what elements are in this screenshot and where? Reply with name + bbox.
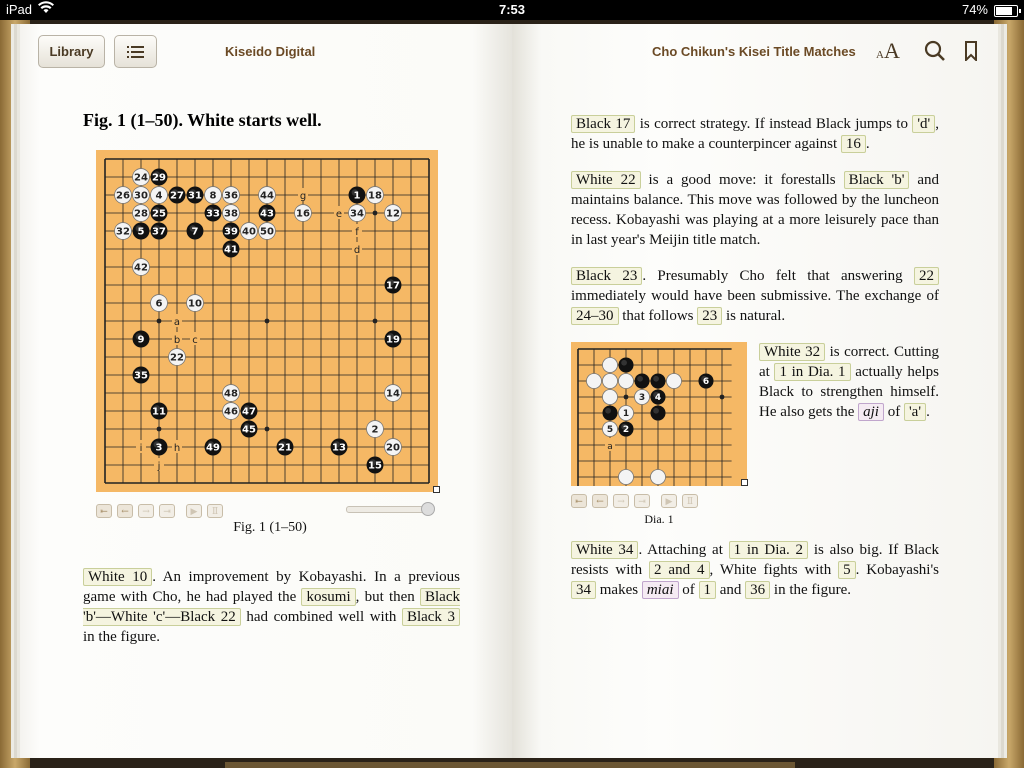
move-number: 50: [260, 226, 274, 238]
dia-last-move-button[interactable]: ⇥: [634, 494, 650, 508]
text-run: is correct strategy. If instead Black jumps to: [635, 116, 913, 132]
white-stone: [367, 187, 384, 204]
library-button[interactable]: Library: [38, 35, 105, 68]
go-board-figure-1[interactable]: [96, 150, 438, 492]
move-number: 14: [386, 388, 400, 400]
move-link[interactable]: Black 'b'—White 'c'—Black 22: [83, 589, 460, 625]
black-stone: [133, 223, 150, 240]
black-stone: [133, 367, 150, 384]
text-run: immediately would have been submissive. The exchange of: [571, 288, 939, 304]
left-page: [20, 24, 512, 758]
white-stone: [187, 295, 204, 312]
paragraph: [759, 342, 939, 422]
dia-play-button[interactable]: ▶: [661, 494, 677, 508]
black-stone: [650, 389, 665, 404]
previous-move-button[interactable]: ←: [117, 504, 133, 518]
white-stone: [223, 205, 240, 222]
move-link[interactable]: 34: [571, 581, 596, 599]
move-number: 49: [206, 442, 220, 454]
move-number: 41: [224, 244, 238, 256]
move-number: 18: [368, 190, 382, 202]
move-number: 17: [386, 280, 400, 292]
black-stone: [223, 223, 240, 240]
black-stone: [618, 357, 633, 372]
move-number: 28: [134, 208, 148, 220]
white-stone: [602, 357, 617, 372]
bottom-commentary: [571, 540, 939, 616]
white-stone: [223, 187, 240, 204]
move-number: 37: [152, 226, 166, 238]
move-link[interactable]: 23: [697, 307, 722, 325]
board-label: g: [299, 191, 307, 202]
move-number: 35: [134, 370, 148, 382]
move-number: 6: [702, 377, 710, 388]
white-stone: [586, 373, 601, 388]
star-point: [157, 319, 162, 324]
white-stone: [634, 389, 649, 404]
paragraph: [571, 114, 939, 154]
black-stone: [259, 205, 276, 222]
star-point: [157, 427, 162, 432]
pause-button[interactable]: Ⅱ: [207, 504, 223, 518]
move-number: 15: [368, 460, 382, 472]
white-stone: [385, 205, 402, 222]
search-icon: [924, 40, 946, 62]
black-stone: [151, 205, 168, 222]
white-stone: [602, 389, 617, 404]
white-stone: [618, 373, 633, 388]
move-number: 34: [350, 208, 364, 220]
move-number: 22: [170, 352, 184, 364]
text-run: .: [926, 404, 930, 420]
text-run: is natural.: [722, 308, 786, 324]
white-stone: [618, 405, 633, 420]
white-stone: [133, 169, 150, 186]
text-run: in the figure.: [83, 629, 161, 645]
book-bottom-edge: [225, 762, 795, 768]
move-number: 47: [242, 406, 256, 418]
go-board-dia-1[interactable]: [571, 342, 747, 486]
book-spread: [10, 24, 1014, 762]
move-link[interactable]: 16: [841, 135, 866, 153]
battery-icon: [994, 5, 1018, 17]
paragraph: [571, 540, 939, 600]
playback-controls: [96, 499, 228, 515]
black-stone: [205, 439, 222, 456]
text-run: that follows: [618, 308, 698, 324]
text-run: and maintains balance. This move was followed by the luncheon recess. Kobayashi was playing at a more leisurely pace than in last year's Meijin title match.: [571, 172, 939, 248]
move-link[interactable]: Black 'b': [844, 171, 910, 189]
black-stone: [151, 169, 168, 186]
dia-commentary: [759, 342, 939, 438]
white-stone: [259, 223, 276, 240]
move-number: 8: [209, 190, 217, 202]
star-point: [720, 395, 725, 400]
white-stone: [223, 385, 240, 402]
black-stone: [241, 403, 258, 420]
move-number: 38: [224, 208, 238, 220]
white-stone: [349, 205, 366, 222]
text-run: actually helps Black to strengthen himself. He also gets the: [759, 364, 940, 420]
move-number: 33: [206, 208, 220, 220]
next-move-button[interactable]: →: [138, 504, 154, 518]
move-link[interactable]: kosumi: [301, 588, 355, 606]
status-bar: [0, 0, 1024, 20]
move-number: 7: [191, 226, 199, 238]
star-point: [373, 319, 378, 324]
move-number: 1: [622, 409, 630, 420]
board-label: i: [139, 443, 143, 454]
board-resize-handle[interactable]: [433, 486, 440, 493]
black-stone: [151, 403, 168, 420]
black-stone: [385, 277, 402, 294]
move-link[interactable]: 36: [745, 581, 770, 599]
move-number: 31: [188, 190, 202, 202]
black-stone: [241, 421, 258, 438]
white-stone: [169, 349, 186, 366]
dia-pause-button[interactable]: Ⅱ: [682, 494, 698, 508]
white-stone: [602, 421, 617, 436]
text-run: . Attaching at: [638, 542, 729, 558]
last-move-button[interactable]: ⇥: [159, 504, 175, 518]
device-name: iPad: [6, 2, 33, 17]
move-number: 25: [152, 208, 166, 220]
black-stone: [223, 241, 240, 258]
black-stone: [277, 439, 294, 456]
text-run: . An improvement by Kobayashi. In a previous game with Cho, he had played the: [83, 569, 460, 605]
text-run: , he is unable to make a counterpincer against: [571, 116, 939, 152]
move-link[interactable]: White 10: [83, 568, 152, 586]
white-stone: [151, 187, 168, 204]
dia-resize-handle[interactable]: [741, 479, 748, 486]
move-link[interactable]: 'd': [912, 115, 935, 133]
move-number: 48: [224, 388, 238, 400]
move-number: 12: [386, 208, 400, 220]
white-stone: [115, 187, 132, 204]
text-run: . Kobayashi's: [855, 562, 939, 578]
paragraph: [83, 567, 460, 647]
black-stone: [151, 439, 168, 456]
board-label: j: [157, 461, 161, 472]
move-link[interactable]: 22: [914, 267, 939, 285]
move-number: 11: [152, 406, 166, 418]
board-label: e: [335, 209, 343, 220]
white-stone: [259, 187, 276, 204]
black-stone: [367, 457, 384, 474]
text-run: of: [678, 582, 699, 598]
figure-caption: Fig. 1 (1–50): [233, 520, 307, 535]
first-move-button[interactable]: ⇤: [96, 504, 112, 518]
battery-percent: 74%: [961, 2, 988, 17]
text-run: is correct. Cutting at: [759, 344, 939, 380]
move-slider-knob[interactable]: [421, 502, 435, 516]
left-commentary: [83, 567, 460, 663]
black-stone: [349, 187, 366, 204]
star-point: [265, 427, 270, 432]
move-number: 44: [260, 190, 274, 202]
move-link[interactable]: 24–30: [571, 307, 619, 325]
move-number: 19: [386, 334, 400, 346]
move-link[interactable]: 1 in Dia. 1: [774, 363, 850, 381]
move-number: 13: [332, 442, 346, 454]
move-number: 20: [386, 442, 400, 454]
move-number: 4: [654, 393, 662, 404]
black-stone: [650, 373, 665, 388]
star-point: [265, 319, 270, 324]
white-stone: [205, 187, 222, 204]
black-stone: [331, 439, 348, 456]
move-link[interactable]: Black 17: [571, 115, 635, 133]
move-link[interactable]: Black 3: [402, 608, 460, 626]
move-number: 16: [296, 208, 310, 220]
font-size-button[interactable]: AA: [876, 38, 900, 63]
text-run: of: [883, 404, 904, 420]
board-label: b: [173, 335, 181, 346]
move-number: 36: [224, 190, 238, 202]
search-button[interactable]: [924, 40, 946, 66]
bookmark-icon: [964, 41, 978, 61]
text-run: is a good move: it forestalls: [640, 172, 844, 188]
move-link[interactable]: 1: [699, 581, 717, 599]
text-run: in the figure.: [770, 582, 851, 598]
clock: 7:53: [498, 2, 526, 17]
move-number: 42: [134, 262, 148, 274]
dia-board-svg: [571, 342, 747, 486]
move-number: 26: [116, 190, 130, 202]
dia-first-move-button[interactable]: ⇤: [571, 494, 587, 508]
paragraph: [571, 170, 939, 250]
move-number: 40: [242, 226, 256, 238]
text-run: had combined well with: [240, 609, 402, 625]
move-number: 32: [116, 226, 130, 238]
figure-title: Fig. 1 (1–50). White starts well.: [83, 110, 322, 130]
board-label: c: [192, 335, 198, 346]
white-stone: [367, 421, 384, 438]
star-point: [624, 395, 629, 400]
white-stone: [385, 439, 402, 456]
move-number: 5: [137, 226, 145, 238]
white-stone: [133, 259, 150, 276]
move-number: 2: [371, 424, 379, 436]
glossary-term-link[interactable]: aji: [858, 403, 884, 421]
white-stone: [602, 373, 617, 388]
move-link[interactable]: 5: [838, 561, 856, 579]
move-slider[interactable]: [346, 506, 432, 513]
move-number: 29: [152, 172, 166, 184]
paragraph: [571, 266, 939, 326]
white-stone: [295, 205, 312, 222]
white-stone: [151, 295, 168, 312]
right-page: [512, 24, 998, 758]
move-link[interactable]: 1 in Dia. 2: [729, 541, 808, 559]
text-run: .: [865, 136, 870, 152]
go-board-svg: [96, 150, 438, 492]
move-link[interactable]: White 32: [759, 343, 825, 361]
black-stone: [602, 405, 617, 420]
move-number: 30: [134, 190, 148, 202]
move-number: 5: [606, 425, 614, 436]
table-of-contents-button[interactable]: [114, 35, 157, 68]
white-stone: [133, 205, 150, 222]
black-stone: [169, 187, 186, 204]
move-link[interactable]: 2 and 4: [649, 561, 710, 579]
text-run: , but then: [355, 589, 420, 605]
text-run: , White fights with: [709, 562, 839, 578]
white-stone: [133, 187, 150, 204]
book-title: Kiseido Digital: [225, 44, 316, 59]
move-link[interactable]: 'a': [904, 403, 926, 421]
move-number: 2: [622, 425, 630, 436]
bookmark-button[interactable]: [964, 41, 978, 65]
chapter-title: Cho Chikun's Kisei Title Matches: [652, 44, 856, 59]
move-link[interactable]: White 34: [571, 541, 638, 559]
move-number: 27: [170, 190, 184, 202]
move-number: 21: [278, 442, 292, 454]
move-number: 43: [260, 208, 274, 220]
white-stone: [618, 469, 633, 484]
black-stone: [698, 373, 713, 388]
white-stone: [223, 403, 240, 420]
white-stone: [115, 223, 132, 240]
move-link[interactable]: White 22: [571, 171, 641, 189]
dia-next-move-button[interactable]: →: [613, 494, 629, 508]
list-icon: [126, 44, 146, 60]
text-run: and: [716, 582, 746, 598]
glossary-term-link[interactable]: miai: [642, 581, 679, 599]
board-label: h: [173, 443, 181, 454]
move-number: 4: [155, 190, 163, 202]
white-stone: [666, 373, 681, 388]
black-stone: [385, 331, 402, 348]
text-run: makes: [596, 582, 642, 598]
white-stone: [241, 223, 258, 240]
play-button[interactable]: ▶: [186, 504, 202, 518]
black-stone: [187, 223, 204, 240]
text-run: is also big. If Black resists with: [571, 542, 939, 578]
black-stone: [650, 405, 665, 420]
move-number: 46: [224, 406, 238, 418]
board-label: d: [353, 245, 361, 256]
move-number: 3: [155, 442, 163, 454]
move-link[interactable]: Black 23: [571, 267, 642, 285]
text-run: . Presumably Cho felt that answering: [642, 268, 914, 284]
right-commentary: [571, 114, 939, 342]
black-stone: [151, 223, 168, 240]
move-number: 10: [188, 298, 202, 310]
move-number: 45: [242, 424, 256, 436]
black-stone: [634, 373, 649, 388]
dia-caption: Dia. 1: [644, 512, 674, 526]
black-stone: [618, 421, 633, 436]
move-number: 6: [155, 298, 163, 310]
move-number: 24: [134, 172, 148, 184]
dia-playback-controls: [571, 489, 703, 505]
white-stone: [385, 385, 402, 402]
move-number: 1: [353, 190, 361, 202]
move-number: 9: [137, 334, 145, 346]
board-label: a: [607, 442, 613, 452]
black-stone: [205, 205, 222, 222]
star-point: [373, 211, 378, 216]
move-number: 39: [224, 226, 238, 238]
black-stone: [133, 331, 150, 348]
move-number: 3: [638, 393, 646, 404]
black-stone: [187, 187, 204, 204]
white-stone: [650, 469, 665, 484]
board-label: f: [355, 227, 359, 238]
dia-previous-move-button[interactable]: ←: [592, 494, 608, 508]
board-label: a: [173, 317, 181, 328]
